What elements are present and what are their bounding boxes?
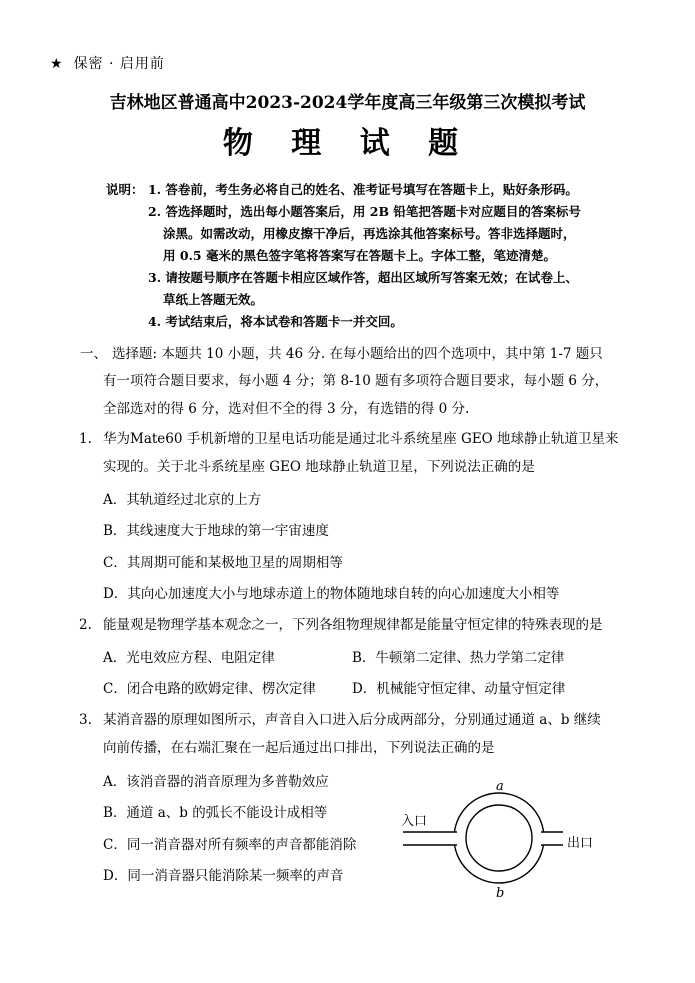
question-number: 2. xyxy=(79,617,92,633)
option-a: A．该消音器的消音原理为多普勒效应 xyxy=(103,774,329,790)
question-stem-line: 实现的。关于北斗系统星座 GEO 地球静止轨道卫星，下列说法正确的是 xyxy=(103,459,535,475)
exam-title: 吉林地区普通高中2023-2024学年度高三年级第三次模拟考试 xyxy=(109,93,586,113)
option-b: B．通道 a、b 的弧长不能设计成相等 xyxy=(103,805,328,821)
option-d: D．同一消音器只能消除某一频率的声音 xyxy=(103,868,344,884)
option-c: C．同一消音器对所有频率的声音都能消除 xyxy=(103,837,357,853)
channel-a-label: a xyxy=(496,780,504,794)
inner-ring xyxy=(466,805,532,871)
section-line: 全部选对的得 6 分，选对但不全的得 3 分，有选错的得 0 分. xyxy=(103,401,470,417)
section-line: 有一项符合题目要求，每小题 4 分；第 8-10 题有多项符合题目要求，每小题 6 分， xyxy=(103,373,609,389)
confidential-label: 保密 · 启用前 xyxy=(73,56,165,72)
question-stem-line: 某消音器的原理如图所示，声音自入口进入后分成两部分，分别通过通道 a、b 继续 xyxy=(103,712,601,728)
question-number: 3. xyxy=(79,712,92,728)
confidential-mark xyxy=(50,53,165,73)
section-number: 一、 xyxy=(80,346,107,362)
option-a: A．光电效应方程、电阻定律 xyxy=(103,650,275,666)
option-d: D．机械能守恒定律、动量守恒定律 xyxy=(352,681,566,697)
instruction-line: 1. 答卷前，考生务必将自己的姓名、准考证号填写在答题卡上，贴好条形码。 xyxy=(148,182,578,197)
instruction-line: 涂黑。如需改动，用橡皮擦干净后，再选涂其他答案标号。答非选择题时， xyxy=(163,226,576,241)
question-stem-line: 能量观是物理学基本观念之一，下列各组物理规律都是能量守恒定律的特殊表现的是 xyxy=(103,617,603,633)
outlet-gap xyxy=(538,832,548,845)
star-icon: ★ xyxy=(50,56,64,72)
channel-b-label: b xyxy=(496,886,505,900)
option-b: B．其线速度大于地球的第一宇宙速度 xyxy=(103,523,329,539)
inlet-label: 入口 xyxy=(401,814,428,829)
outlet-label: 出口 xyxy=(567,836,594,851)
subject-title: 物 理 试 题 xyxy=(222,126,473,161)
option-a: A．其轨道经过北京的上方 xyxy=(103,492,262,508)
option-c: C．其周期可能和某极地卫星的周期相等 xyxy=(103,555,343,571)
outer-ring xyxy=(454,793,544,883)
question-stem-line: 向前传播，在右端汇聚在一起后通过出口排出，下列说法正确的是 xyxy=(103,740,495,756)
option-d: D．其向心加速度大小与地球赤道上的物体随地球自转的向心加速度大小相等 xyxy=(103,586,560,602)
instruction-line: 用 0.5 毫米的黑色签字笔将答案写在答题卡上。字体工整，笔迹清楚。 xyxy=(163,248,556,263)
instruction-line: 4. 考试结束后，将本试卷和答题卡一并交回。 xyxy=(148,314,403,329)
muffler-diagram xyxy=(395,780,610,900)
question-number: 1. xyxy=(79,431,92,447)
option-b: B．牛顿第二定律、热力学第二定律 xyxy=(352,650,565,666)
instructions-prefix: 说明： xyxy=(106,182,144,197)
instruction-line: 2. 答选择题时，选出每小题答案后，用 2B 铅笔把答题卡对应题目的答案标号 xyxy=(148,204,581,219)
question-stem-line: 华为Mate60 手机新增的卫星电话功能是通过北斗系统星座 GEO 地球静止轨道卫星来 xyxy=(103,431,619,447)
option-c: C．闭合电路的欧姆定律、楞次定律 xyxy=(103,681,316,697)
section-line: 选择题: 本题共 10 小题，共 46 分. 在每小题给出的四个选项中，其中第 1-7 题只 xyxy=(112,346,603,362)
instruction-line: 草纸上答题无效。 xyxy=(163,292,264,307)
inlet-gap xyxy=(450,832,460,845)
instruction-line: 3. 请按题号顺序在答题卡相应区域作答，超出区域所写答案无效；在试卷上、 xyxy=(148,270,578,285)
